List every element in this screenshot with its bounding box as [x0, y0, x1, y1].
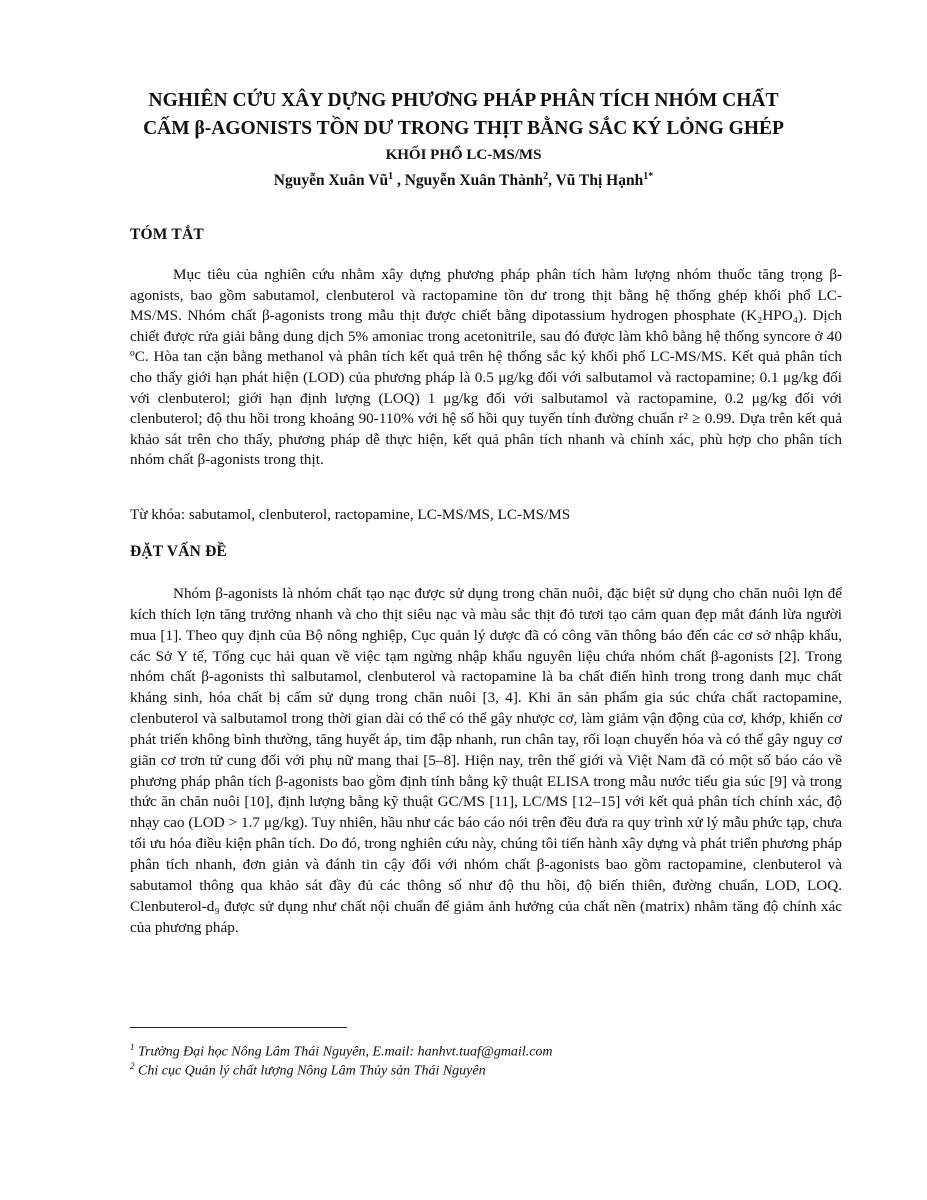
abstract-paragraph: Mục tiêu của nghiên cứu nhằm xây dựng phương pháp phân tích hàm lượng nhóm thuốc tăng trọng β-agonists, bao gồm sabutamol, clenbuterol và ractopamine tồn dư trong thịt bằng hệ thống ghép khối phổ LC-MS/MS. Nhóm chất β-agonists trong mẫu thịt được chiết bằng dipotassium hydrogen phosphate (K₂HPO₄). Dịch chiết được rửa giải bằng dung dịch 5% amoniac trong acetonitrile, sau đó được làm khô bằng hệ thống syncore ở 40 ºC. Hòa tan cặn bằng methanol và phân tích kết quả trên hệ thống sắc ký khối phổ LC-MS/MS. Kết quả phân tích cho thấy giới hạn phát hiện (LOD) của phương pháp là 0.5 μg/kg đối với salbutamol và ractopamine; 0.1 μg/kg đối với clenbuterol; giới hạn định lượng (LOQ) 1 μg/kg đối với salbutamol và ractopamine, 0.2 μg/kg đối với clenbuterol; độ thu hồi trong khoảng 90-110% với hệ số hồi quy tuyến tính đường chuẩn r² ≥ 0.99. Dựa trên kết quả khảo sát trên cho thấy, phương pháp dễ thực hiện, kết quả phân tích nhanh và chính xác, phù hợp cho phân tích nhóm chất β-agonists trong thịt.: [130, 266, 842, 469]
author-affiliation-mark: 2: [543, 171, 549, 182]
keywords: Từ khóa: sabutamol, clenbuterol, ractopamine, LC-MS/MS, LC-MS/MS: [130, 506, 571, 523]
author-list: Nguyễn Xuân $Vũ^1$ , Nguyễn Xuân Thành$^2$, Vũ Thị Hạnh$^{1*}$: [273, 171, 654, 190]
abstract-heading: TÓM TẮT: [130, 226, 204, 243]
author-affiliation-mark: 1*: [643, 171, 654, 182]
footnote-divider: [130, 1027, 347, 1028]
footnote-text: Trường Đại học Nông Lâm Thái Nguyên, E.mail: hanhvt.tuaf@gmail.com: [138, 1044, 553, 1060]
paper-title-line-1: NGHIÊN CỨU XÂY DỰNG PHƯƠNG PHÁP PHÂN TÍCH NHÓM CHẤT: [148, 90, 779, 111]
paper-title-line-2: CẤM β-AGONISTS TỒN DƯ TRONG THỊT BẰNG SẮC KÝ LỎNG GHÉP: [143, 118, 784, 139]
footnote-text: Chi cục Quản lý chất lượng Nông Lâm Thủy sản Thái Nguyên: [138, 1063, 486, 1079]
introduction-heading: ĐẶT VẤN ĐỀ: [130, 543, 228, 560]
footnote: [130, 1057, 486, 1081]
author-name: Vũ Thị Hạnh: [555, 172, 644, 190]
footnote-mark: 2: [130, 1061, 135, 1071]
author-affiliation-mark: 1: [388, 171, 394, 182]
author-name: Nguyễn Xuân Thành: [404, 172, 544, 190]
author-name: Nguyễn Xuân Vũ: [273, 172, 389, 190]
footnote-mark: 1: [130, 1042, 135, 1052]
introduction-paragraph: Nhóm β-agonists là nhóm chất tạo nạc được sử dụng trong chăn nuôi, đặc biệt sử dụng cho chăn nuôi lợn để kích thích lợn tăng trưởng nhanh và cho thịt siêu nạc và màu sắc thịt đỏ tươi tạo cảm quan đẹp mắt đánh lừa người mua [1]. Theo quy định của Bộ nông nghiệp, Cục quản lý dược đã có công văn thông báo đến các cơ sở nhập khẩu, các Sở Y tế, Tổng cục hải quan về việc tạm ngừng nhập khẩu nguyên liệu chứa nhóm chất β-agonists [2]. Trong nhóm chất β-agonists thì salbutamol, clenbuterol và ractopamine là ba chất điển hình trong trong danh mục chất kháng sinh, hóa chất bị cấm sử dụng trong chăn nuôi [3, 4]. Khi ăn sản phẩm gia súc chứa chất ractopamine, clenbuterol và salbutamol trong thời gian dài có thể có thể gây nhược cơ, làm giảm vận động của cơ, khớp, khiến cơ phát triển không bình thường, tăng huyết áp, tim đập nhanh, run chân tay, rối loạn chuyển hóa và có thể gây nguy cơ giãn cơ trơn tử cung đối với phụ nữ mang thai [5–8]. Hiện nay, trên thế giới và Việt Nam đã có một số báo cáo về phương pháp phân tích β-agonists bao gồm định tính bằng kỹ thuật ELISA trong mẫu nước tiểu gia súc [9] và trong thức ăn chăn nuôi [10], định lượng bằng kỹ thuật GC/MS [11], LC/MS [12–15] với kết quả phân tích chính xác, độ nhạy cao (LOD > 1.7 μg/kg). Tuy nhiên, hầu như các báo cáo nói trên đều đưa ra quy trình xử lý mẫu phức tạp, chưa tối ưu hóa điều kiện phân tích. Do đó, trong nghiên cứu này, chúng tôi tiến hành xây dựng và phát triển phương pháp phân tích nhanh, đơn giản và đánh tin cậy đối với nhóm chất β-agonists bao gồm ractopamine, clenbuterol và sabutamol thông qua khảo sát đầy đủ các thông số như độ thu hồi, độ biến thiên, đường chuẩn, LOD, LOQ. Clenbuterol-d₉ được sử dụng như chất nội chuẩn để giảm ảnh hưởng của chất nền (matrix) nhằm tăng độ chính xác của phương pháp.: [130, 585, 842, 936]
paper-title-line-3: KHỐI PHỔ LC-MS/MS: [385, 147, 542, 163]
